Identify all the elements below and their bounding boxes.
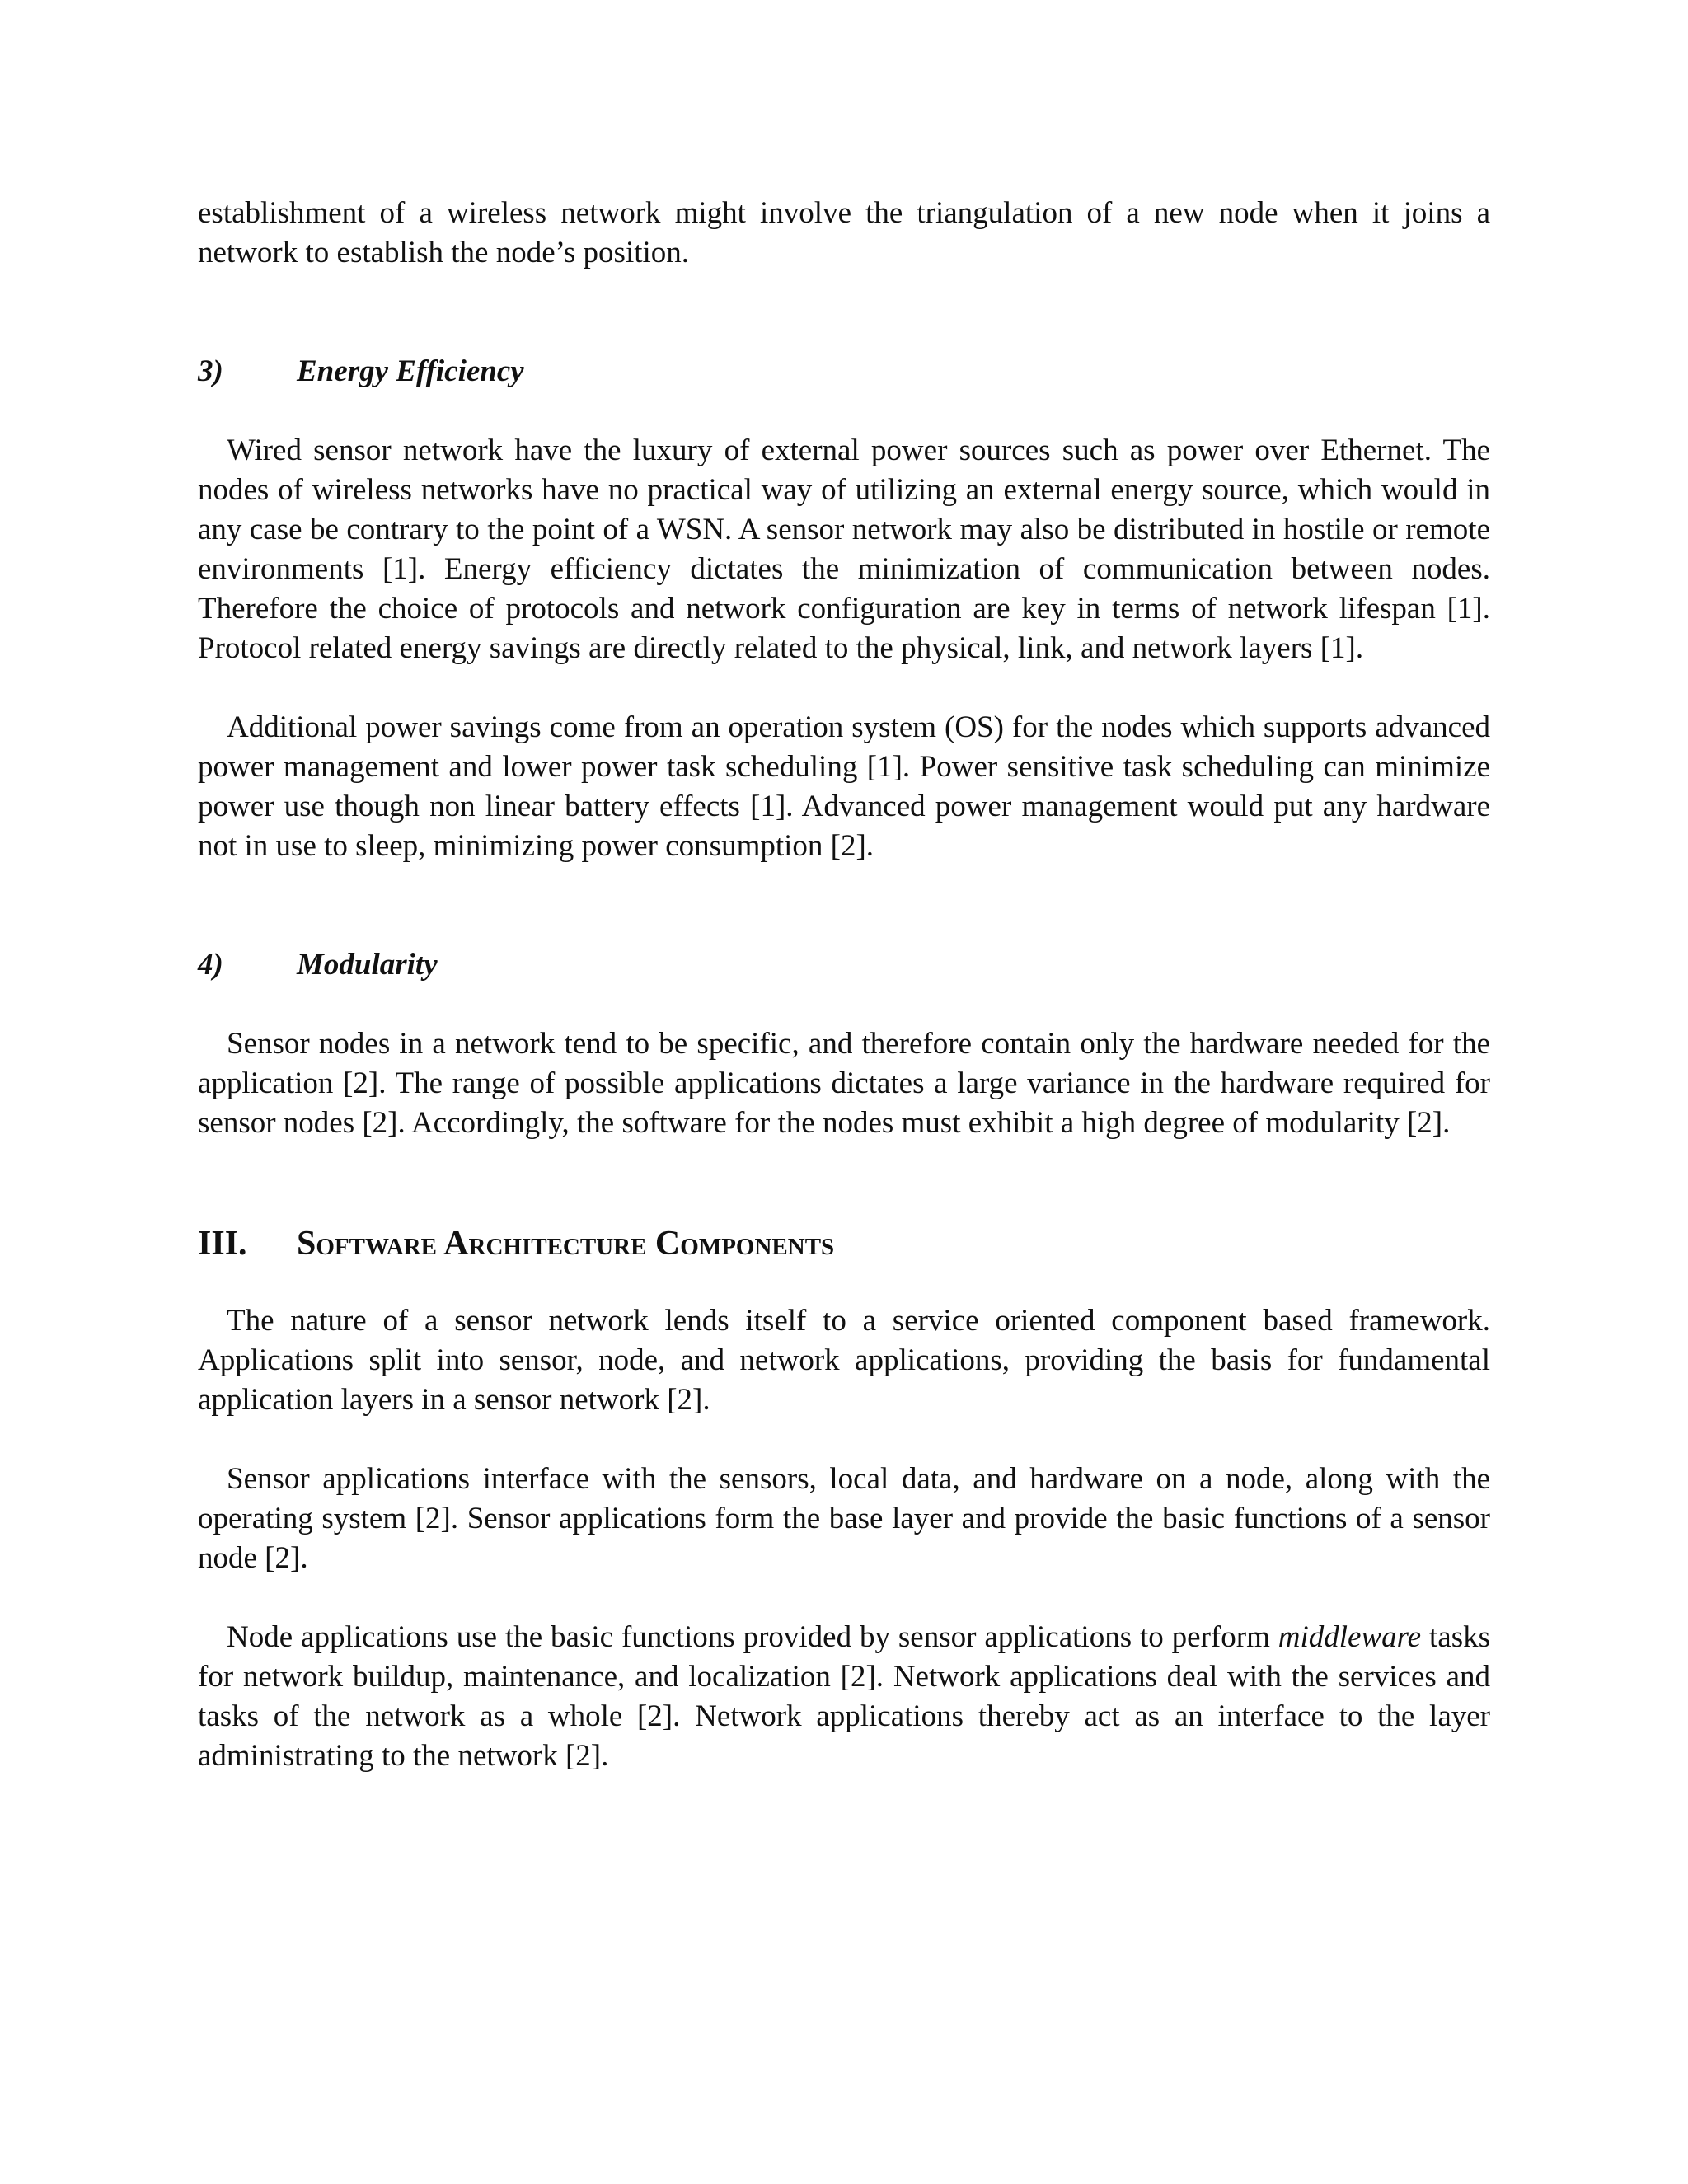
- energy-paragraph-2: Additional power savings come from an operation system (OS) for the nodes which supports advanced power management and lower power task scheduling [1]. Power sensitive task scheduling can minimize power use though non linear battery effects [1]. Advanced power management would put any hardware not in use to sleep, minimizing power consumption [2].: [198, 710, 1490, 863]
- paragraph-3-lead: Node applications use the basic functions provided by sensor applications to perform: [227, 1620, 1278, 1654]
- architecture-paragraph-2: Sensor applications interface with the sensors, local data, and hardware on a node, along with the operating system [2]. Sensor applications form the base layer and provide the basic functions of a sensor node [2].: [198, 1462, 1490, 1575]
- section-3-number: 3): [198, 354, 223, 388]
- section-3-title: Energy Efficiency: [297, 354, 524, 388]
- section-4-heading: [198, 945, 1490, 985]
- section-4-title: Modularity: [297, 948, 438, 982]
- section-4-number: 4): [198, 948, 223, 982]
- intro-paragraph: establishment of a wireless network might involve the triangulation of a new node when it joins a network to establish the node’s position.: [198, 196, 1490, 269]
- energy-paragraph-1: Wired sensor network have the luxury of external power sources such as power over Ethernet. The nodes of wireless networks have no practical way of utilizing an external energy source, which would in any case be contrary to the point of a WSN. A sensor network may also be distributed in hostile or remote environments [1]. Energy efficiency dictates the minimization of communication between nodes. Therefore the choice of protocols and network configuration are key in terms of network lifespan [1]. Protocol related energy savings are directly related to the physical, link, and network layers [1].: [198, 434, 1490, 665]
- architecture-paragraph-1: The nature of a sensor network lends itself to a service oriented component based framework. Applications split into sensor, node, and network applications, providing the basis for fundamental application layers in a sensor network [2].: [198, 1304, 1490, 1417]
- architecture-paragraph-3: [198, 1618, 1490, 1776]
- section-iii-heading: [198, 1222, 1490, 1265]
- section-iii-title: Software Architecture Components: [297, 1225, 835, 1263]
- section-iii-number: III.: [198, 1225, 247, 1263]
- document-page: [198, 194, 1490, 1776]
- modularity-paragraph-1: Sensor nodes in a network tend to be specific, and therefore contain only the hardware needed for the application [2]. The range of possible applications dictates a large variance in the hardware required for sensor nodes [2]. Accordingly, the software for the nodes must exhibit a high degree of modularity [2].: [198, 1027, 1490, 1140]
- middleware-term: middleware: [1278, 1620, 1422, 1654]
- section-3-heading: [198, 352, 1490, 391]
- paragraph-3-rest: tasks for network buildup, maintenance, and localization [2]. Network applications deal with the services and tasks of the network as a whole [2]. Network applications thereby act as an interface to the layer administrating to the network [2].: [198, 1620, 1490, 1773]
